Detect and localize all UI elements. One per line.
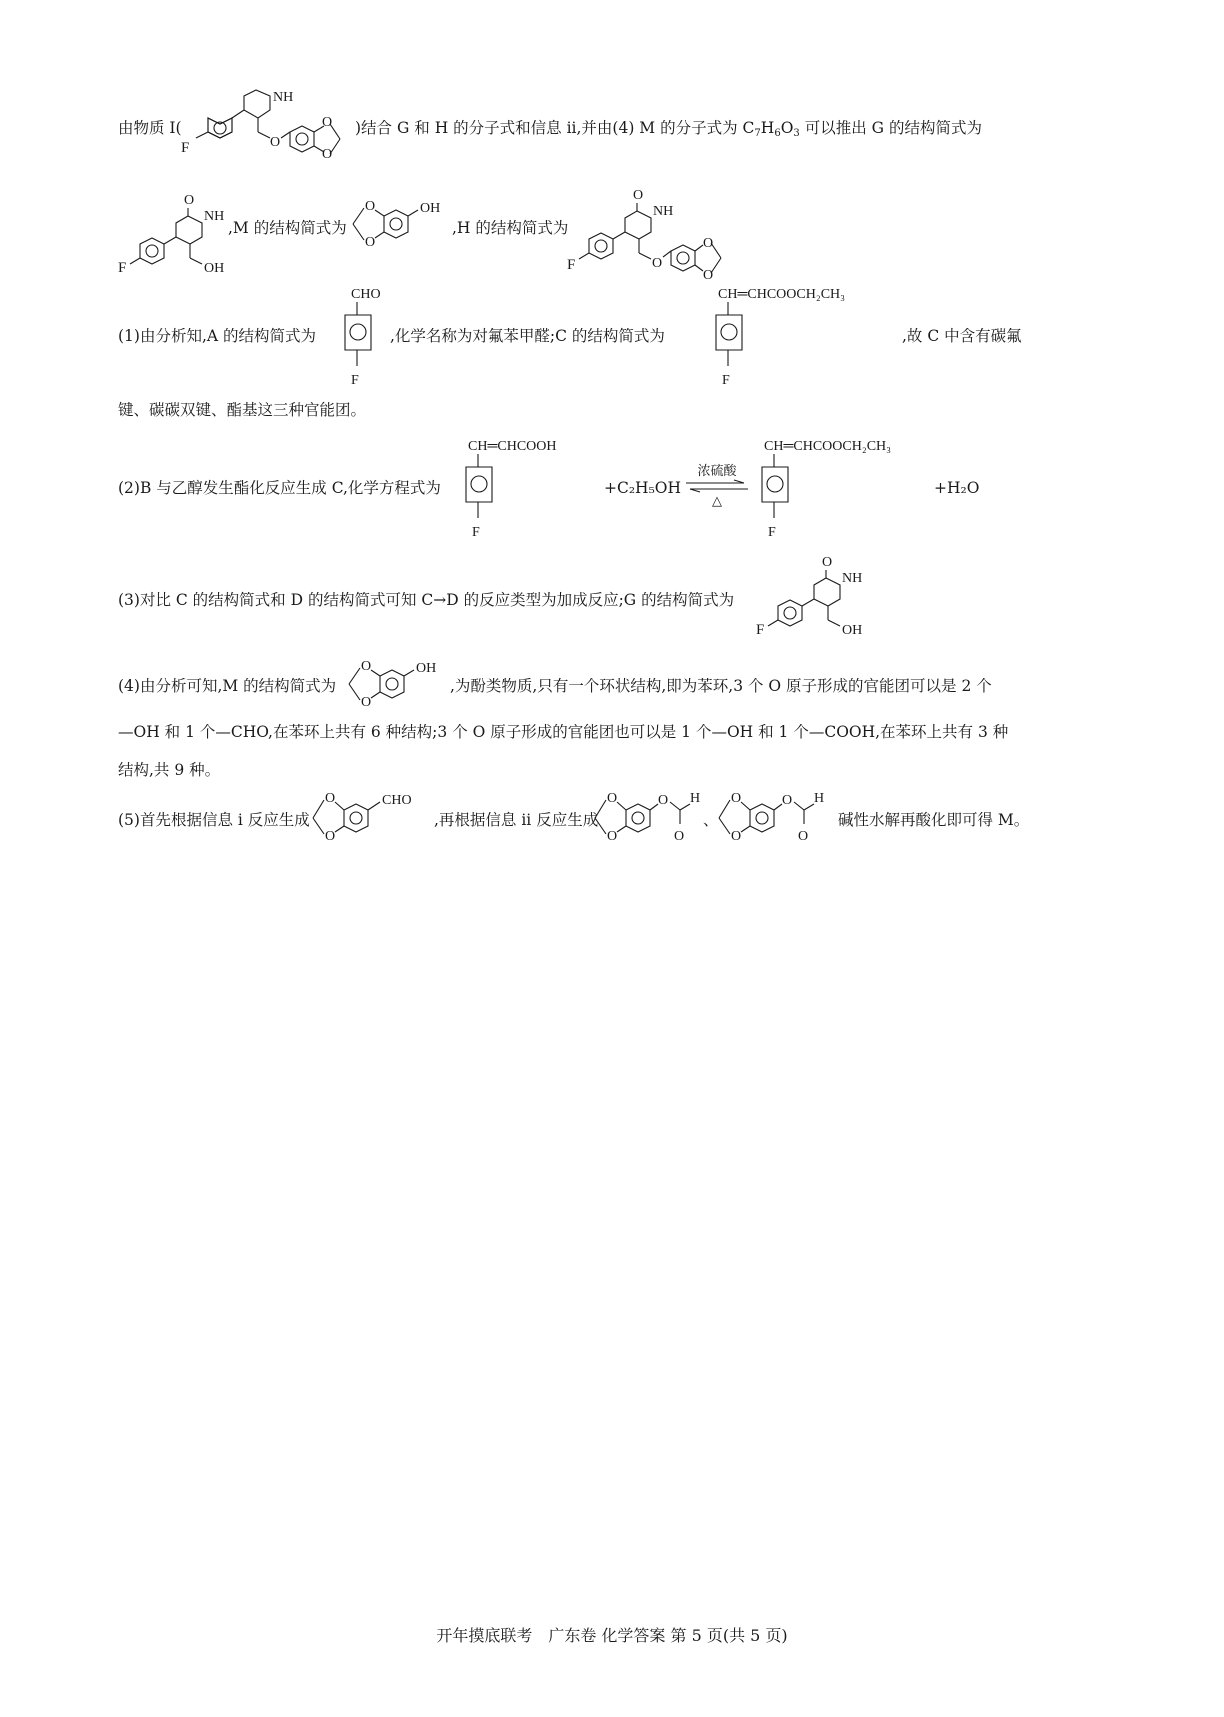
svg-text:F: F bbox=[768, 525, 776, 540]
q5-text-d: 碱性水解再酸化即可得 M。 bbox=[838, 811, 1030, 829]
g-structure bbox=[118, 190, 233, 285]
svg-text:O: O bbox=[703, 236, 714, 251]
q4-text-b: ,为酚类物质,只有一个环状结构,即为苯环,3 个 O 原子形成的官能团可以是 2 个 bbox=[450, 677, 992, 695]
q2-reagent: +C₂H₅OH bbox=[604, 479, 682, 497]
svg-text:OH: OH bbox=[416, 661, 437, 676]
svg-text:O: O bbox=[325, 791, 336, 806]
q4-text-c: —OH 和 1 个—CHO,在苯环上共有 6 种结构;3 个 O 原子形成的官能团也可以是 1 个—OH 和 1 个—COOH,在苯环上共有 3 种 bbox=[118, 723, 1009, 741]
q5-text-b: ,再根据信息 ii 反应生成 bbox=[434, 811, 599, 829]
c-structure bbox=[706, 280, 906, 390]
q1-text-a: (1)由分析知,A 的结构简式为 bbox=[118, 327, 317, 345]
svg-text:F: F bbox=[351, 373, 359, 388]
g-structure-2 bbox=[756, 552, 876, 647]
m-structure-2 bbox=[346, 656, 446, 711]
q5-text-a: (5)首先根据信息 i 反应生成 bbox=[118, 811, 310, 829]
q2-water: +H₂O bbox=[934, 479, 980, 497]
q2-catalyst: 浓硫酸 bbox=[697, 464, 737, 479]
svg-text:H: H bbox=[690, 791, 701, 806]
paroxetine-structure bbox=[178, 86, 353, 161]
svg-text:OH: OH bbox=[420, 201, 441, 216]
svg-text:O: O bbox=[607, 829, 618, 844]
svg-text:NH: NH bbox=[204, 209, 225, 224]
svg-text:O: O bbox=[365, 199, 376, 214]
svg-text:O: O bbox=[731, 829, 742, 844]
q1-text-c: ,故 C 中含有碳氟 bbox=[902, 327, 1022, 345]
svg-text:OH: OH bbox=[842, 623, 863, 638]
equilibrium-arrow bbox=[684, 480, 750, 492]
svg-text:O: O bbox=[822, 555, 833, 570]
q1-text-b: ,化学名称为对氟苯甲醛;C 的结构简式为 bbox=[390, 327, 665, 345]
heat-symbol: △ bbox=[712, 494, 722, 509]
intro-text-b: )结合 G 和 H 的分子式和信息 ii,并由(4) M 的分子式为 $C_7H_6O_3$ 可以推出 G 的结构简式为 bbox=[355, 119, 982, 139]
svg-text:F: F bbox=[118, 260, 127, 276]
piperonal-structure bbox=[310, 788, 425, 846]
intro-text-c: ,M 的结构简式为 bbox=[228, 219, 347, 237]
svg-text:O: O bbox=[365, 235, 376, 250]
svg-text:CH═CHCOOCH₂CH₃: CH═CHCOOCH₂CH₃ bbox=[718, 287, 846, 302]
c-product-structure bbox=[752, 432, 952, 542]
svg-text:O: O bbox=[322, 147, 333, 162]
h-structure bbox=[565, 185, 735, 285]
svg-text:CH═CHCOOCH₂CH₃: CH═CHCOOCH₂CH₃ bbox=[764, 439, 892, 454]
q3-text-a: (3)对比 C 的结构简式和 D 的结构简式可知 C→D 的反应类型为加成反应;G 的结构简式为 bbox=[118, 591, 735, 609]
q5-separator: 、 bbox=[703, 811, 719, 829]
svg-text:NH: NH bbox=[273, 90, 294, 105]
svg-text:CHO: CHO bbox=[382, 793, 412, 808]
m-structure bbox=[350, 196, 450, 251]
svg-text:O: O bbox=[361, 659, 372, 674]
svg-text:O: O bbox=[652, 256, 663, 271]
svg-text:O: O bbox=[703, 268, 714, 283]
svg-text:O: O bbox=[607, 791, 618, 806]
svg-text:F: F bbox=[181, 140, 190, 156]
q4-text-a: (4)由分析可知,M 的结构简式为 bbox=[118, 677, 337, 695]
svg-text:O: O bbox=[782, 793, 793, 808]
page-footer: 开年摸底联考 广东卷 化学答案 第 5 页(共 5 页) bbox=[436, 1626, 788, 1645]
b-structure bbox=[456, 432, 606, 542]
q1-text-d: 键、碳碳双键、酯基这三种官能团。 bbox=[118, 401, 367, 419]
svg-text:O: O bbox=[270, 135, 281, 150]
intro-text-a: 由物质 I( bbox=[118, 119, 182, 137]
svg-text:O: O bbox=[633, 188, 644, 203]
svg-text:F: F bbox=[756, 622, 765, 638]
svg-text:NH: NH bbox=[653, 204, 674, 219]
formate-ester-structure bbox=[592, 788, 717, 848]
svg-text:O: O bbox=[361, 695, 372, 710]
svg-text:O: O bbox=[184, 193, 195, 208]
svg-text:O: O bbox=[674, 829, 685, 844]
svg-text:O: O bbox=[322, 115, 333, 130]
svg-text:CHO: CHO bbox=[351, 287, 381, 302]
svg-text:H: H bbox=[814, 791, 825, 806]
svg-text:O: O bbox=[325, 829, 336, 844]
svg-text:O: O bbox=[798, 829, 809, 844]
formate-ester-structure-2 bbox=[716, 788, 841, 848]
svg-text:CH═CHCOOH: CH═CHCOOH bbox=[468, 439, 557, 454]
svg-text:O: O bbox=[658, 793, 669, 808]
svg-text:NH: NH bbox=[842, 571, 863, 586]
svg-text:F: F bbox=[472, 525, 480, 540]
intro-text-d: ,H 的结构简式为 bbox=[452, 219, 569, 237]
svg-text:F: F bbox=[722, 373, 730, 388]
svg-text:OH: OH bbox=[204, 261, 225, 276]
svg-text:F: F bbox=[567, 257, 576, 273]
q2-text-a: (2)B 与乙醇发生酯化反应生成 C,化学方程式为 bbox=[118, 479, 441, 497]
q4-text-d: 结构,共 9 种。 bbox=[118, 761, 221, 779]
svg-text:O: O bbox=[731, 791, 742, 806]
